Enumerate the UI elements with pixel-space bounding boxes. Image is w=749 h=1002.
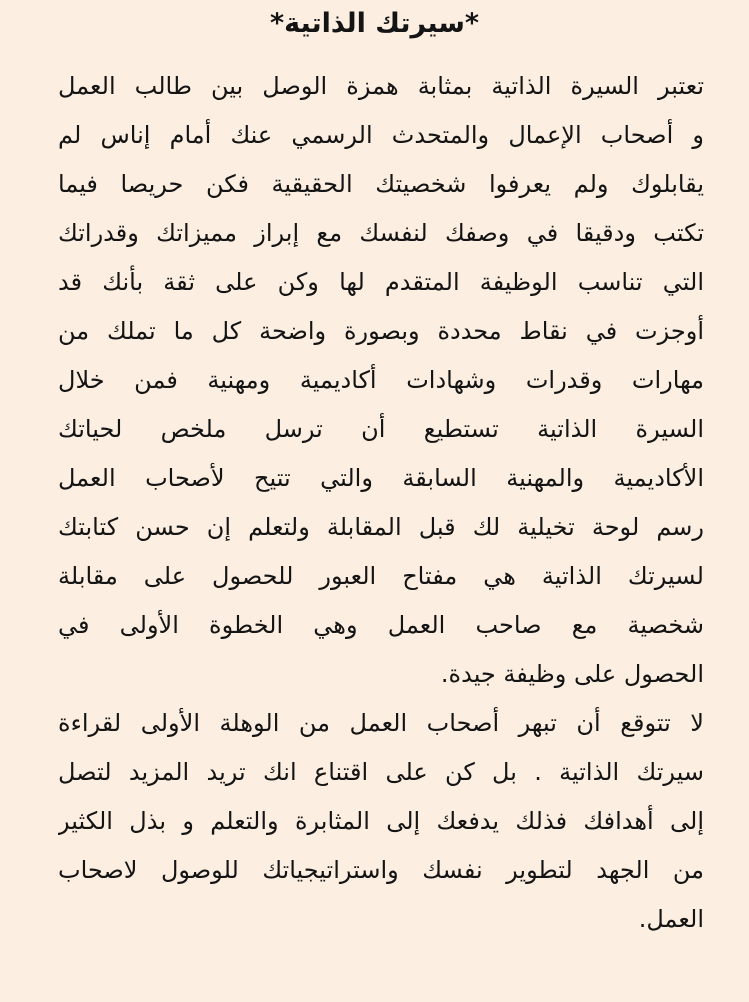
text-line: أوجزت في نقاط محددة وبصورة واضحة كل ما تملك من <box>58 317 704 345</box>
text-line: رسم لوحة تخيلية لك قبل المقابلة ولتعلم إن حسن كتابتك <box>58 513 704 541</box>
document-title: *سيرتك الذاتية* <box>269 8 480 39</box>
text-line: مهارات وقدرات وشهادات أكاديمية ومهنية فمن خلال <box>58 366 704 394</box>
text-line: لا تتوقع أن تبهر أصحاب العمل من الوهلة الأولى لقراءة <box>58 709 704 737</box>
document-body <box>58 62 704 944</box>
text-line: سيرتك الذاتية . بل كن على اقتناع انك تريد المزيد لتصل <box>58 758 704 786</box>
text-line: يقابلوك ولم يعرفوا شخصيتك الحقيقية فكن حريصا فيما <box>58 170 704 198</box>
text-line: تكتب ودقيقا في وصفك لنفسك مع إبراز مميزاتك وقدراتك <box>58 219 704 247</box>
text-line: التي تناسب الوظيفة المتقدم لها وكن على ثقة بأنك قد <box>58 268 704 296</box>
text-line: تعتبر السيرة الذاتية بمثابة همزة الوصل بين طالب العمل <box>58 72 704 100</box>
text-line: من الجهد لتطوير نفسك واستراتيجياتك للوصول لاصحاب <box>58 856 704 884</box>
text-line: الحصول على وظيفة جيدة. <box>440 660 704 688</box>
text-line: إلى أهدافك فذلك يدفعك إلى المثابرة والتعلم و بذل الكثير <box>58 807 704 835</box>
text-line: العمل. <box>638 905 704 933</box>
text-line: الأكاديمية والمهنية السابقة والتي تتيح لأصحاب العمل <box>58 464 704 492</box>
text-line: و أصحاب الإعمال والمتحدث الرسمي عنك أمام إناس لم <box>58 121 704 149</box>
text-line: شخصية مع صاحب العمل وهي الخطوة الأولى في <box>58 611 704 639</box>
text-line: لسيرتك الذاتية هي مفتاح العبور للحصول على مقابلة <box>58 562 704 590</box>
text-line: السيرة الذاتية تستطيع أن ترسل ملخص لحياتك <box>58 415 704 443</box>
